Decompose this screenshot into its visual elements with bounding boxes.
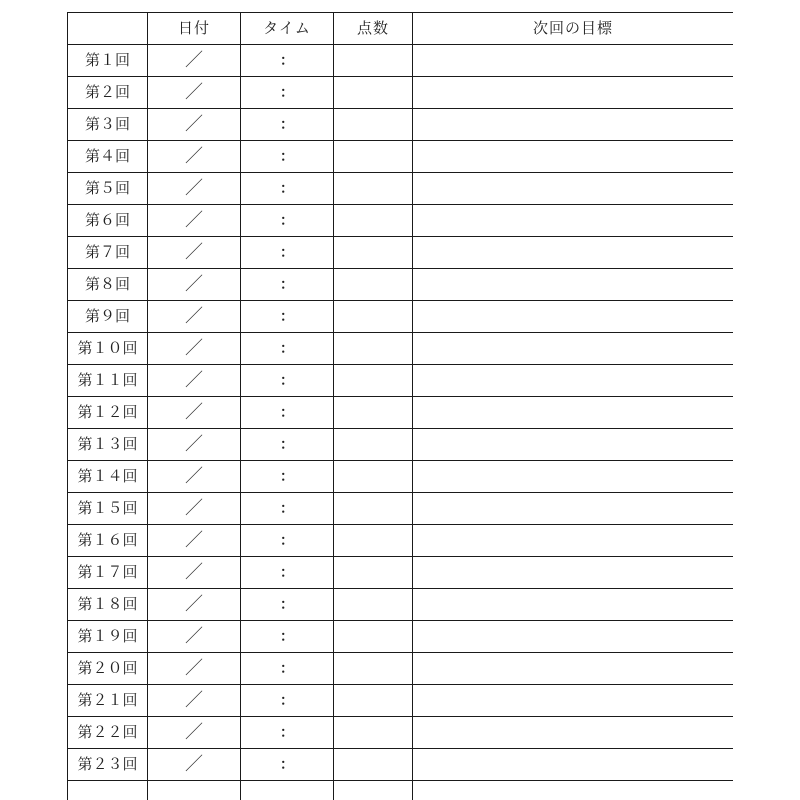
round-label: 第１０回 bbox=[68, 333, 148, 365]
header-date: 日付 bbox=[148, 13, 241, 45]
table-row bbox=[68, 397, 734, 429]
date-cell[interactable] bbox=[148, 781, 241, 800]
score-cell[interactable] bbox=[334, 269, 413, 301]
record-sheet bbox=[67, 12, 733, 800]
table-row bbox=[68, 717, 734, 749]
next-goal-cell[interactable] bbox=[413, 173, 734, 205]
score-cell[interactable] bbox=[334, 685, 413, 717]
next-goal-cell[interactable] bbox=[413, 493, 734, 525]
time-cell[interactable]: ： bbox=[241, 589, 334, 621]
score-cell[interactable] bbox=[334, 525, 413, 557]
round-label: 第９回 bbox=[68, 301, 148, 333]
round-label: 第２１回 bbox=[68, 685, 148, 717]
time-cell[interactable]: ： bbox=[241, 461, 334, 493]
table-row bbox=[68, 173, 734, 205]
round-label: 第２０回 bbox=[68, 653, 148, 685]
time-cell[interactable]: ： bbox=[241, 333, 334, 365]
next-goal-cell[interactable] bbox=[413, 45, 734, 77]
score-cell[interactable] bbox=[334, 237, 413, 269]
next-goal-cell[interactable] bbox=[413, 301, 734, 333]
round-label: 第１１回 bbox=[68, 365, 148, 397]
table-row bbox=[68, 237, 734, 269]
next-goal-cell[interactable] bbox=[413, 205, 734, 237]
practice-log-table bbox=[67, 12, 733, 800]
time-cell[interactable]: ： bbox=[241, 77, 334, 109]
next-goal-cell[interactable] bbox=[413, 397, 734, 429]
next-goal-cell[interactable] bbox=[413, 77, 734, 109]
score-cell[interactable] bbox=[334, 205, 413, 237]
date-cell[interactable]: ／ bbox=[148, 333, 241, 365]
time-cell[interactable]: ： bbox=[241, 493, 334, 525]
date-cell[interactable]: ／ bbox=[148, 173, 241, 205]
date-cell[interactable]: ／ bbox=[148, 141, 241, 173]
score-cell[interactable] bbox=[334, 589, 413, 621]
score-cell[interactable] bbox=[334, 557, 413, 589]
round-label: 第５回 bbox=[68, 173, 148, 205]
time-cell[interactable]: ： bbox=[241, 525, 334, 557]
round-label: 第１８回 bbox=[68, 589, 148, 621]
round-label: 第６回 bbox=[68, 205, 148, 237]
table-row bbox=[68, 269, 734, 301]
score-cell[interactable] bbox=[334, 621, 413, 653]
round-label: 第１４回 bbox=[68, 461, 148, 493]
header-row bbox=[68, 13, 734, 45]
table-row bbox=[68, 141, 734, 173]
date-cell[interactable]: ／ bbox=[148, 205, 241, 237]
table-row bbox=[68, 557, 734, 589]
log-body bbox=[68, 45, 734, 800]
date-cell[interactable]: ／ bbox=[148, 237, 241, 269]
date-cell[interactable]: ／ bbox=[148, 525, 241, 557]
next-goal-cell[interactable] bbox=[413, 589, 734, 621]
next-goal-cell[interactable] bbox=[413, 749, 734, 781]
date-cell[interactable]: ／ bbox=[148, 685, 241, 717]
round-label: 第１３回 bbox=[68, 429, 148, 461]
time-cell[interactable] bbox=[241, 781, 334, 800]
time-cell[interactable]: ： bbox=[241, 557, 334, 589]
table-row bbox=[68, 205, 734, 237]
table-row bbox=[68, 77, 734, 109]
next-goal-cell[interactable] bbox=[413, 653, 734, 685]
header-next-goal: 次回の目標 bbox=[413, 13, 734, 45]
next-goal-cell[interactable] bbox=[413, 557, 734, 589]
score-cell[interactable] bbox=[334, 45, 413, 77]
round-label: 第２２回 bbox=[68, 717, 148, 749]
score-cell[interactable] bbox=[334, 365, 413, 397]
score-cell[interactable] bbox=[334, 397, 413, 429]
table-row bbox=[68, 365, 734, 397]
score-cell[interactable] bbox=[334, 301, 413, 333]
time-cell[interactable]: ： bbox=[241, 45, 334, 77]
score-cell[interactable] bbox=[334, 493, 413, 525]
next-goal-cell[interactable] bbox=[413, 141, 734, 173]
date-cell[interactable]: ／ bbox=[148, 461, 241, 493]
round-label bbox=[68, 781, 148, 800]
score-cell[interactable] bbox=[334, 781, 413, 800]
round-label: 第１回 bbox=[68, 45, 148, 77]
date-cell[interactable]: ／ bbox=[148, 493, 241, 525]
table-row bbox=[68, 525, 734, 557]
date-cell[interactable]: ／ bbox=[148, 365, 241, 397]
time-cell[interactable]: ： bbox=[241, 237, 334, 269]
score-cell[interactable] bbox=[334, 173, 413, 205]
date-cell[interactable]: ／ bbox=[148, 397, 241, 429]
round-label: 第２３回 bbox=[68, 749, 148, 781]
time-cell[interactable]: ： bbox=[241, 141, 334, 173]
table-row bbox=[68, 685, 734, 717]
time-cell[interactable]: ： bbox=[241, 429, 334, 461]
round-label: 第１２回 bbox=[68, 397, 148, 429]
score-cell[interactable] bbox=[334, 77, 413, 109]
next-goal-cell[interactable] bbox=[413, 621, 734, 653]
score-cell[interactable] bbox=[334, 141, 413, 173]
score-cell[interactable] bbox=[334, 429, 413, 461]
date-cell[interactable]: ／ bbox=[148, 557, 241, 589]
date-cell[interactable]: ／ bbox=[148, 109, 241, 141]
round-label: 第１５回 bbox=[68, 493, 148, 525]
round-label: 第１６回 bbox=[68, 525, 148, 557]
table-row bbox=[68, 461, 734, 493]
round-label: 第１９回 bbox=[68, 621, 148, 653]
date-cell[interactable]: ／ bbox=[148, 589, 241, 621]
table-row bbox=[68, 781, 734, 800]
round-label: 第３回 bbox=[68, 109, 148, 141]
next-goal-cell[interactable] bbox=[413, 109, 734, 141]
table-row bbox=[68, 333, 734, 365]
table-row bbox=[68, 493, 734, 525]
table-row bbox=[68, 749, 734, 781]
next-goal-cell[interactable] bbox=[413, 237, 734, 269]
time-cell[interactable]: ： bbox=[241, 749, 334, 781]
table-row bbox=[68, 653, 734, 685]
date-cell[interactable]: ／ bbox=[148, 653, 241, 685]
table-row bbox=[68, 45, 734, 77]
next-goal-cell[interactable] bbox=[413, 333, 734, 365]
next-goal-cell[interactable] bbox=[413, 461, 734, 493]
time-cell[interactable]: ： bbox=[241, 717, 334, 749]
date-cell[interactable]: ／ bbox=[148, 429, 241, 461]
next-goal-cell[interactable] bbox=[413, 429, 734, 461]
round-label: 第７回 bbox=[68, 237, 148, 269]
next-goal-cell[interactable] bbox=[413, 781, 734, 800]
next-goal-cell[interactable] bbox=[413, 525, 734, 557]
time-cell[interactable]: ： bbox=[241, 205, 334, 237]
round-label: 第８回 bbox=[68, 269, 148, 301]
time-cell[interactable]: ： bbox=[241, 109, 334, 141]
time-cell[interactable]: ： bbox=[241, 397, 334, 429]
table-row bbox=[68, 589, 734, 621]
table-row bbox=[68, 301, 734, 333]
round-label: 第１７回 bbox=[68, 557, 148, 589]
next-goal-cell[interactable] bbox=[413, 269, 734, 301]
time-cell[interactable]: ： bbox=[241, 653, 334, 685]
table-row bbox=[68, 621, 734, 653]
next-goal-cell[interactable] bbox=[413, 365, 734, 397]
header-score: 点数 bbox=[334, 13, 413, 45]
date-cell[interactable]: ／ bbox=[148, 301, 241, 333]
next-goal-cell[interactable] bbox=[413, 685, 734, 717]
date-cell[interactable]: ／ bbox=[148, 621, 241, 653]
score-cell[interactable] bbox=[334, 717, 413, 749]
round-label: 第２回 bbox=[68, 77, 148, 109]
table-row bbox=[68, 109, 734, 141]
date-cell[interactable]: ／ bbox=[148, 749, 241, 781]
date-cell[interactable]: ／ bbox=[148, 717, 241, 749]
next-goal-cell[interactable] bbox=[413, 717, 734, 749]
score-cell[interactable] bbox=[334, 109, 413, 141]
date-cell[interactable]: ／ bbox=[148, 77, 241, 109]
time-cell[interactable]: ： bbox=[241, 621, 334, 653]
time-cell[interactable]: ： bbox=[241, 269, 334, 301]
header-time: タイム bbox=[241, 13, 334, 45]
date-cell[interactable]: ／ bbox=[148, 269, 241, 301]
time-cell[interactable]: ： bbox=[241, 301, 334, 333]
score-cell[interactable] bbox=[334, 461, 413, 493]
round-label: 第４回 bbox=[68, 141, 148, 173]
table-row bbox=[68, 429, 734, 461]
date-cell[interactable]: ／ bbox=[148, 45, 241, 77]
time-cell[interactable]: ： bbox=[241, 365, 334, 397]
header-round-cell bbox=[68, 13, 148, 45]
score-cell[interactable] bbox=[334, 653, 413, 685]
time-cell[interactable]: ： bbox=[241, 685, 334, 717]
score-cell[interactable] bbox=[334, 749, 413, 781]
score-cell[interactable] bbox=[334, 333, 413, 365]
time-cell[interactable]: ： bbox=[241, 173, 334, 205]
